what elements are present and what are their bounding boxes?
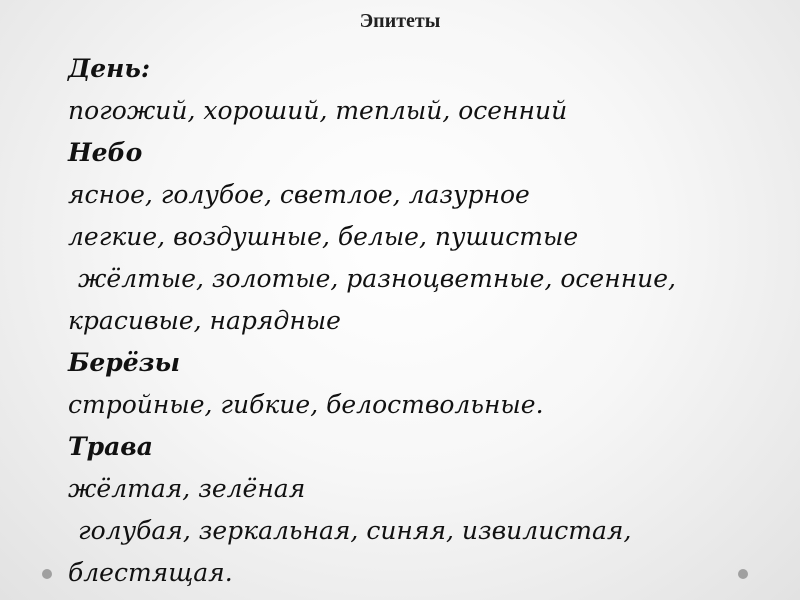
epithets-nebo-1: ясное, голубое, светлое, лазурное <box>68 180 530 209</box>
epithets-nebo-4: красивые, нарядные <box>68 306 341 335</box>
decorative-dot-left <box>42 569 52 579</box>
epithets-nebo-2: легкие, воздушные, белые, пушистые <box>68 222 579 251</box>
epithets-trava-3: блестящая. <box>68 558 233 587</box>
heading-den: День: <box>68 54 151 83</box>
epithets-trava-1: жёлтая, зелёная <box>68 474 306 503</box>
epithets-nebo-3: жёлтые, золотые, разноцветные, осенние, <box>78 264 676 293</box>
heading-berezy: Берёзы <box>68 348 181 377</box>
slide-title: Эпитеты <box>359 10 441 32</box>
epithets-trava-2: голубая, зеркальная, синяя, извилистая, <box>78 516 632 545</box>
decorative-dot-right <box>738 569 748 579</box>
epithets-content <box>68 48 788 594</box>
epithets-den: погожий, хороший, теплый, осенний <box>68 96 568 125</box>
heading-nebo: Небо <box>68 138 143 167</box>
epithets-berezy: стройные, гибкие, белоствольные. <box>68 390 544 419</box>
heading-trava: Трава <box>68 432 153 461</box>
